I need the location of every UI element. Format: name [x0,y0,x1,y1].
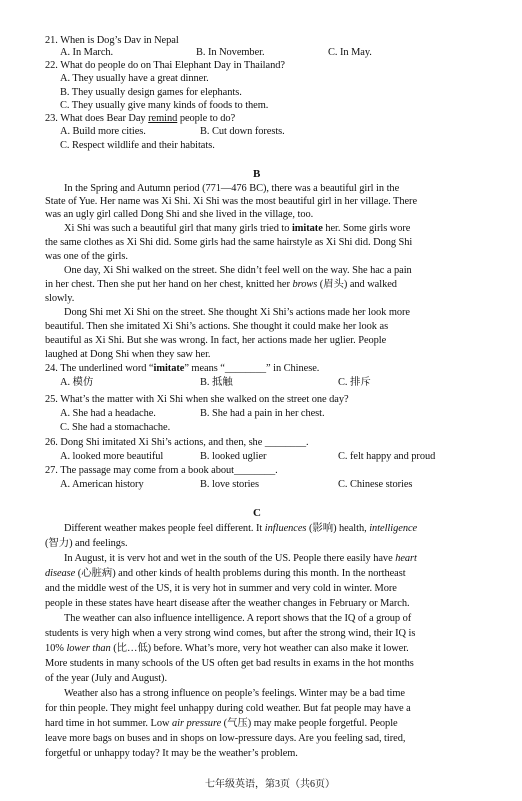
c-line-13: for thin people. They might feel unhappy during cold weather. But fat people may have a [45,703,411,714]
q27-option-c: C. Chinese stories [338,479,413,490]
q24-option-a: A. 模仿 [60,377,94,388]
answer-blank: ________ [224,363,266,374]
b-paragraph-2-line-2: the same clothes as Xi Shi did. Some girls had the same hairstyle as Xi Shi did. Dong Shi [45,237,413,248]
c-line-8: students is very high when a very strong wind comes, but after the strong wind, their IQ is [45,628,416,639]
q23-option-b: B. Cut down forests. [200,126,285,137]
section-c-heading: C [253,507,261,519]
q21-option-c: C. In May. [328,47,372,58]
b-paragraph-4-line-3: beautiful as Xi Shi. But she was wrong. In fact, her actions made her uglier. People [45,335,387,346]
q27-option-b: B. love stories [200,479,259,490]
q26-option-a: A. looked more beautiful [60,451,164,462]
b-paragraph-1-line-2: State of Yue. Her name was Xi Shi. Xi Shi was the most beautiful girl in her village. There [45,196,418,207]
b-paragraph-3-line-2: in her chest. Then she put her hand on her chest, knitted her brows (眉头) and walked [45,279,397,290]
c-line-14: hard time in hot summer. Low air pressure (气压) may make people forgetful. People [45,718,398,729]
question-27: 27. The passage may come from a book about________. [45,465,278,476]
question-21: 21. When is Dog’s Dav in Nepal [45,35,179,46]
q22-option-c: C. They usually give many kinds of foods to them. [60,100,269,111]
c-line-1: Different weather makes people feel different. It influences (影响) health, intelligence [64,523,418,534]
question-26: 26. Dong Shi imitated Xi Shi’s actions, and then, she ________. [45,437,309,448]
b-paragraph-4-line-4: laughed at Dong Shi when they saw her. [45,349,211,360]
c-line-4: disease (心脏病) and other kinds of health problems during this month. In the northeast [45,568,406,579]
c-line-5: and the middle west of the US, it is very hot in summer and very cold in winter. More [45,583,397,594]
c-line-3: In August, it is verv hot and wet in the south of the US. People there easily have heart [64,553,417,564]
b-paragraph-4-line-2: beautiful. Then she imitated Xi Shi’s actions. She thought it could make her look as [45,321,389,332]
question-22: 22. What do people do on Thai Elephant Day in Thailand? [45,60,285,71]
question-24: 24. The underlined word “imitate” means “________” in Chinese. [45,363,320,374]
c-line-6: people in these states have heart disease after the weather changes in February or March. [45,598,410,609]
q22-option-a: A. They usually have a great dinner. [60,73,209,84]
q26-option-c: C. felt happy and proud [338,451,436,462]
section-b-heading: B [253,168,261,180]
question-23: 23. What does Bear Day remind people to do? [45,113,236,124]
question-25: 25. What’s the matter with Xi Shi when she walked on the street one day? [45,394,349,405]
q24-option-b: B. 抵触 [200,377,233,388]
q25-option-b: B. She had a pain in her chest. [200,408,325,419]
b-paragraph-1-line-3: was an ugly girl called Dong Shi and she lived in the village, too. [45,209,314,220]
page-footer: 七年级英语，第3页（共6页） [205,779,335,790]
q25-option-c: C. She had a stomachache. [60,422,171,433]
b-paragraph-3-line-3: slowly. [45,293,75,304]
c-line-9: 10% lower than (比…低) before. What’s more, very hot weather can also make it lower. [45,643,409,654]
c-line-10: More students in many schools of the US often get bad results in exams in the hot months [45,658,414,669]
b-paragraph-4-line-1: Dong Shi met Xi Shi on the street. She thought Xi Shi’s actions made her look more [64,307,410,318]
c-line-11: of the year (July and August). [45,673,168,684]
c-line-15: leave more bags on buses and in shops on low-pressure days. Are you feeling sad, tired, [45,733,406,744]
b-paragraph-2-line-1: Xi Shi was such a beautiful girl that many girls tried to imitate her. Some girls wore [64,223,411,234]
q22-option-b: B. They usually design games for elephants. [60,87,242,98]
q23-option-c: C. Respect wildlife and their habitats. [60,140,215,151]
q21-option-a: A. In March. [60,47,114,58]
c-line-2: (智力) and feelings. [45,538,128,549]
b-paragraph-3-line-1: One day, Xi Shi walked on the street. She didn’t feel well on the way. She hac a pain [64,265,412,276]
q24-option-c: C. 排斥 [338,377,371,388]
q21-option-b: B. In November. [196,47,265,58]
b-paragraph-2-line-3: was one of the girls. [45,251,128,262]
q23-option-a: A. Build more cities. [60,126,146,137]
c-line-7: The weather can also influence intelligence. A report shows that the IQ of a group of [64,613,412,624]
q25-option-a: A. She had a headache. [60,408,156,419]
b-paragraph-1-line-1: In the Spring and Autumn period (771—476 BC), there was a beautiful girl in the [64,183,400,194]
c-line-12: Weather also has a strong influence on people’s feelings. Winter may be a bad time [64,688,405,699]
underlined-word-remind: remind [148,113,178,124]
c-line-16: forgetful or unhappy today? It may be the weather’s problem. [45,748,298,759]
q27-option-a: A. American history [60,479,144,490]
q26-option-b: B. looked uglier [200,451,267,462]
